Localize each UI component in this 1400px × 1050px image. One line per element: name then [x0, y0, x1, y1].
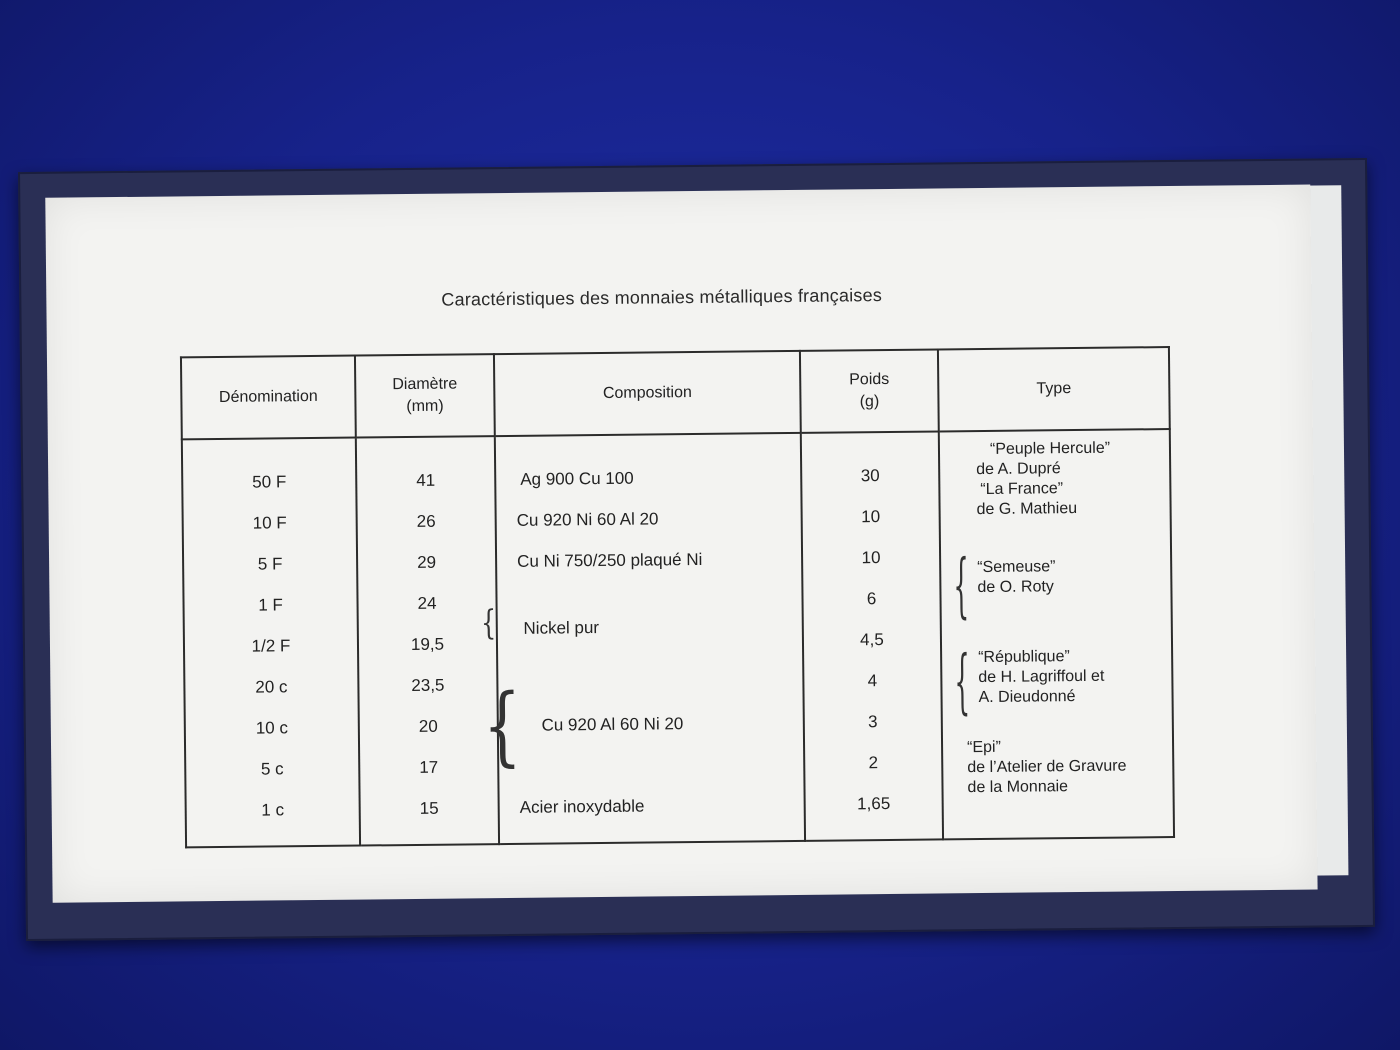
type-group-epi — [955, 736, 1172, 818]
type-group-hercule-france — [952, 438, 1169, 540]
composition-cell: Nickel pur — [523, 618, 600, 638]
diametre-cell: 24 — [417, 593, 437, 613]
type-line: “Semeuse” — [977, 558, 1056, 577]
header-diametre-unit: (mm) — [406, 397, 444, 416]
poids-cell: 4 — [867, 671, 878, 691]
type-line: de A. Dupré — [976, 460, 1061, 479]
composition-cell: Ag 900 Cu 100 — [520, 468, 634, 489]
type-line: “La France” — [980, 480, 1064, 499]
poids-cell: 10 — [861, 548, 881, 568]
diametre-cell: 26 — [416, 511, 436, 531]
composition-cell: Acier inoxydable — [519, 796, 645, 817]
poids-cell: 4,5 — [860, 630, 884, 650]
header-poids-unit: (g) — [859, 393, 880, 411]
denomination-cell: 10 c — [255, 718, 289, 738]
coin-table — [180, 346, 1175, 848]
brace-icon: { — [953, 640, 971, 723]
diametre-cell: 41 — [416, 470, 436, 490]
info-card — [45, 185, 1317, 903]
header-row — [181, 347, 1170, 439]
coin-set-box — [18, 158, 1375, 941]
type-line: “République” — [978, 648, 1070, 667]
denomination-cell: 1 F — [258, 595, 283, 615]
denomination-cell: 20 c — [255, 677, 288, 697]
type-line: de O. Roty — [977, 578, 1054, 597]
type-line: “Peuple Hercule” — [989, 439, 1111, 458]
diametre-column — [356, 436, 499, 845]
type-group-semeuse — [953, 538, 1170, 636]
composition-cell: Cu Ni 750/250 plaqué Ni — [517, 549, 703, 571]
poids-cell: 30 — [860, 466, 880, 486]
poids-column — [801, 431, 943, 840]
diametre-cell: 20 — [418, 716, 438, 736]
diametre-cell: 15 — [419, 798, 439, 818]
diametre-cell: 17 — [419, 757, 439, 777]
type-line: de G. Mathieu — [976, 500, 1078, 519]
denomination-cell: 5 c — [260, 759, 284, 779]
type-line: de l’Atelier de Gravure — [967, 757, 1127, 777]
denomination-cell: 1/2 F — [251, 636, 291, 656]
poids-cell: 2 — [868, 753, 879, 773]
header-composition: Composition — [494, 351, 801, 436]
denomination-cell: 1 c — [261, 800, 285, 820]
composition-cell: Cu 920 Al 60 Ni 20 — [541, 714, 684, 735]
header-diametre — [355, 354, 495, 437]
header-poids-label: Poids — [849, 370, 890, 389]
type-line: “Epi” — [967, 738, 1001, 757]
type-line: de la Monnaie — [967, 778, 1069, 797]
denomination-cell: 50 F — [252, 472, 287, 492]
poids-cell: 10 — [861, 507, 881, 527]
poids-cell: 6 — [866, 589, 877, 609]
type-line: de H. Lagriffoul et — [978, 667, 1105, 687]
brace-icon: { — [952, 544, 970, 627]
brace-icon: { — [482, 675, 522, 777]
header-diametre-label: Diamètre — [392, 375, 458, 394]
composition-cell: Cu 920 Ni 60 Al 20 — [516, 509, 659, 530]
header-type: Type — [938, 347, 1170, 431]
header-poids — [800, 349, 939, 432]
denomination-cell: 10 F — [252, 513, 287, 533]
denomination-cell: 5 F — [257, 554, 283, 574]
diametre-cell: 29 — [417, 552, 437, 572]
type-group-republique — [954, 634, 1171, 738]
card-title: Caractéristiques des monnaies métalliques françaises — [441, 285, 883, 310]
composition-column — [480, 433, 805, 844]
type-line: A. Dieudonné — [978, 688, 1076, 707]
type-column — [939, 429, 1174, 839]
table-body — [182, 429, 1174, 847]
diametre-cell: 19,5 — [410, 634, 445, 654]
poids-cell: 1,65 — [857, 793, 891, 814]
brace-icon: { — [480, 603, 497, 644]
poids-cell: 3 — [867, 712, 878, 732]
composition-group-cual — [482, 661, 802, 787]
diametre-cell: 23,5 — [411, 675, 445, 695]
header-denomination: Dénomination — [181, 356, 356, 440]
denomination-column — [182, 438, 360, 848]
composition-group-nickel — [480, 579, 801, 664]
